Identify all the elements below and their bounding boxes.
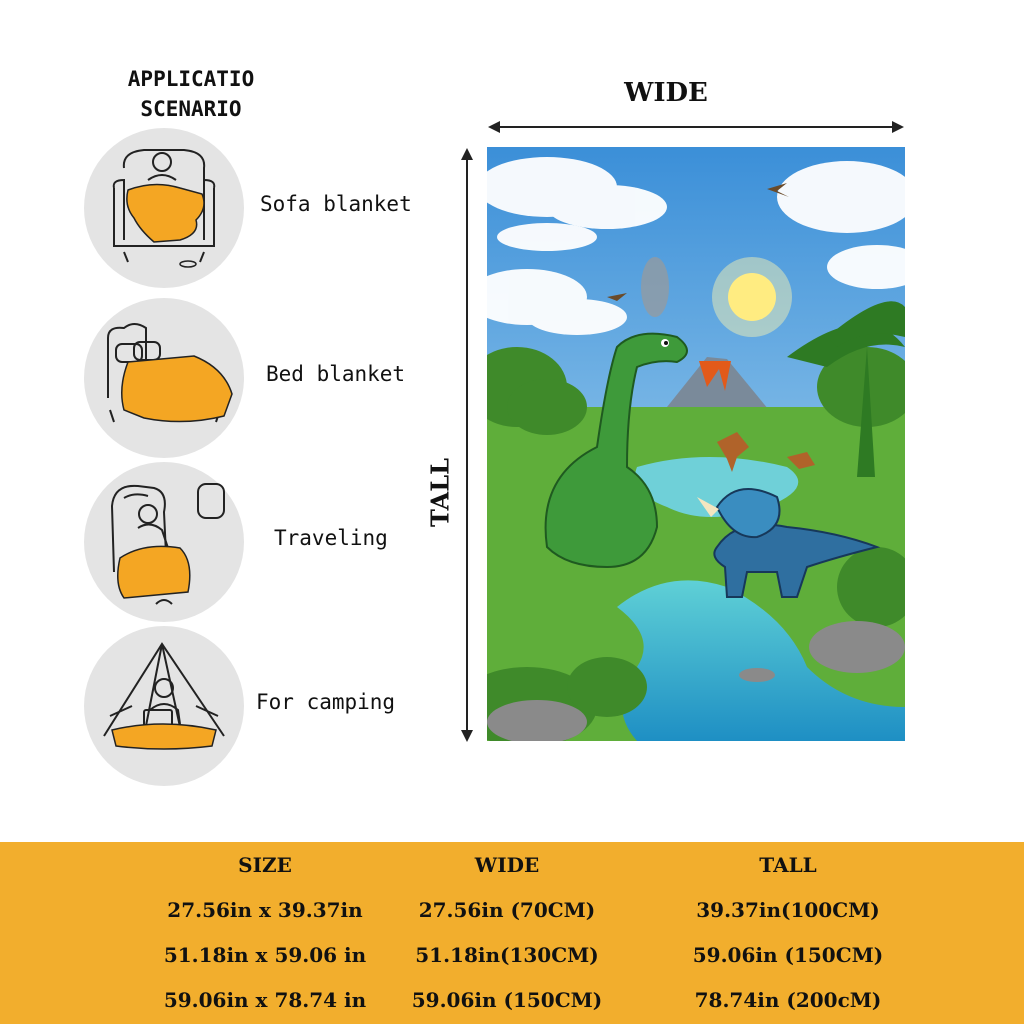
scenario-label-sofa: Sofa blanket bbox=[260, 192, 412, 216]
size-cell-row-3: 59.06in x 78.74 in bbox=[163, 988, 367, 1012]
tall-arrow bbox=[458, 146, 476, 744]
bed-icon bbox=[84, 298, 244, 458]
wide-column bbox=[392, 842, 622, 1023]
blanket-illustration bbox=[487, 147, 905, 741]
tall-column bbox=[670, 842, 906, 1023]
size-cell-row-1: 27.56in x 39.37in bbox=[167, 898, 363, 922]
scenario-label-camping: For camping bbox=[256, 690, 396, 714]
scenario-item-sofa bbox=[84, 128, 414, 288]
tent-icon bbox=[84, 626, 244, 786]
wide-cell-row-3: 59.06in (150CM) bbox=[411, 988, 603, 1012]
scenario-item-camping bbox=[84, 626, 414, 786]
wide-cell-row-1: 27.56in (70CM) bbox=[418, 898, 596, 922]
airplane-seat-icon bbox=[84, 462, 244, 622]
wide-header: WIDE bbox=[474, 853, 540, 877]
scenario-label-bed: Bed blanket bbox=[266, 362, 406, 386]
tall-cell-row-1: 39.37in(100CM) bbox=[696, 898, 880, 922]
tall-label: TALL bbox=[425, 458, 455, 527]
tall-header: TALL bbox=[759, 853, 817, 877]
size-header: SIZE bbox=[238, 853, 292, 877]
sofa-icon bbox=[84, 128, 244, 288]
scenario-title bbox=[96, 64, 286, 124]
tall-cell-row-2: 59.06in (150CM) bbox=[692, 943, 884, 967]
scenario-item-bed bbox=[84, 298, 414, 458]
size-cell-row-2: 51.18in x 59.06 in bbox=[163, 943, 367, 967]
wide-label: WIDE bbox=[624, 78, 708, 108]
wide-cell-row-2: 51.18in(130CM) bbox=[415, 943, 599, 967]
size-table bbox=[0, 842, 1024, 1024]
scenario-title-line-1: APPLICATIO bbox=[127, 67, 255, 91]
tall-cell-row-3: 78.74in (200cM) bbox=[694, 988, 882, 1012]
scenario-item-traveling bbox=[84, 462, 414, 622]
scenario-label-traveling: Traveling bbox=[274, 526, 388, 550]
size-column bbox=[130, 842, 400, 1023]
wide-arrow bbox=[486, 118, 906, 136]
scenario-title-line-2: SCENARIO bbox=[140, 97, 242, 121]
